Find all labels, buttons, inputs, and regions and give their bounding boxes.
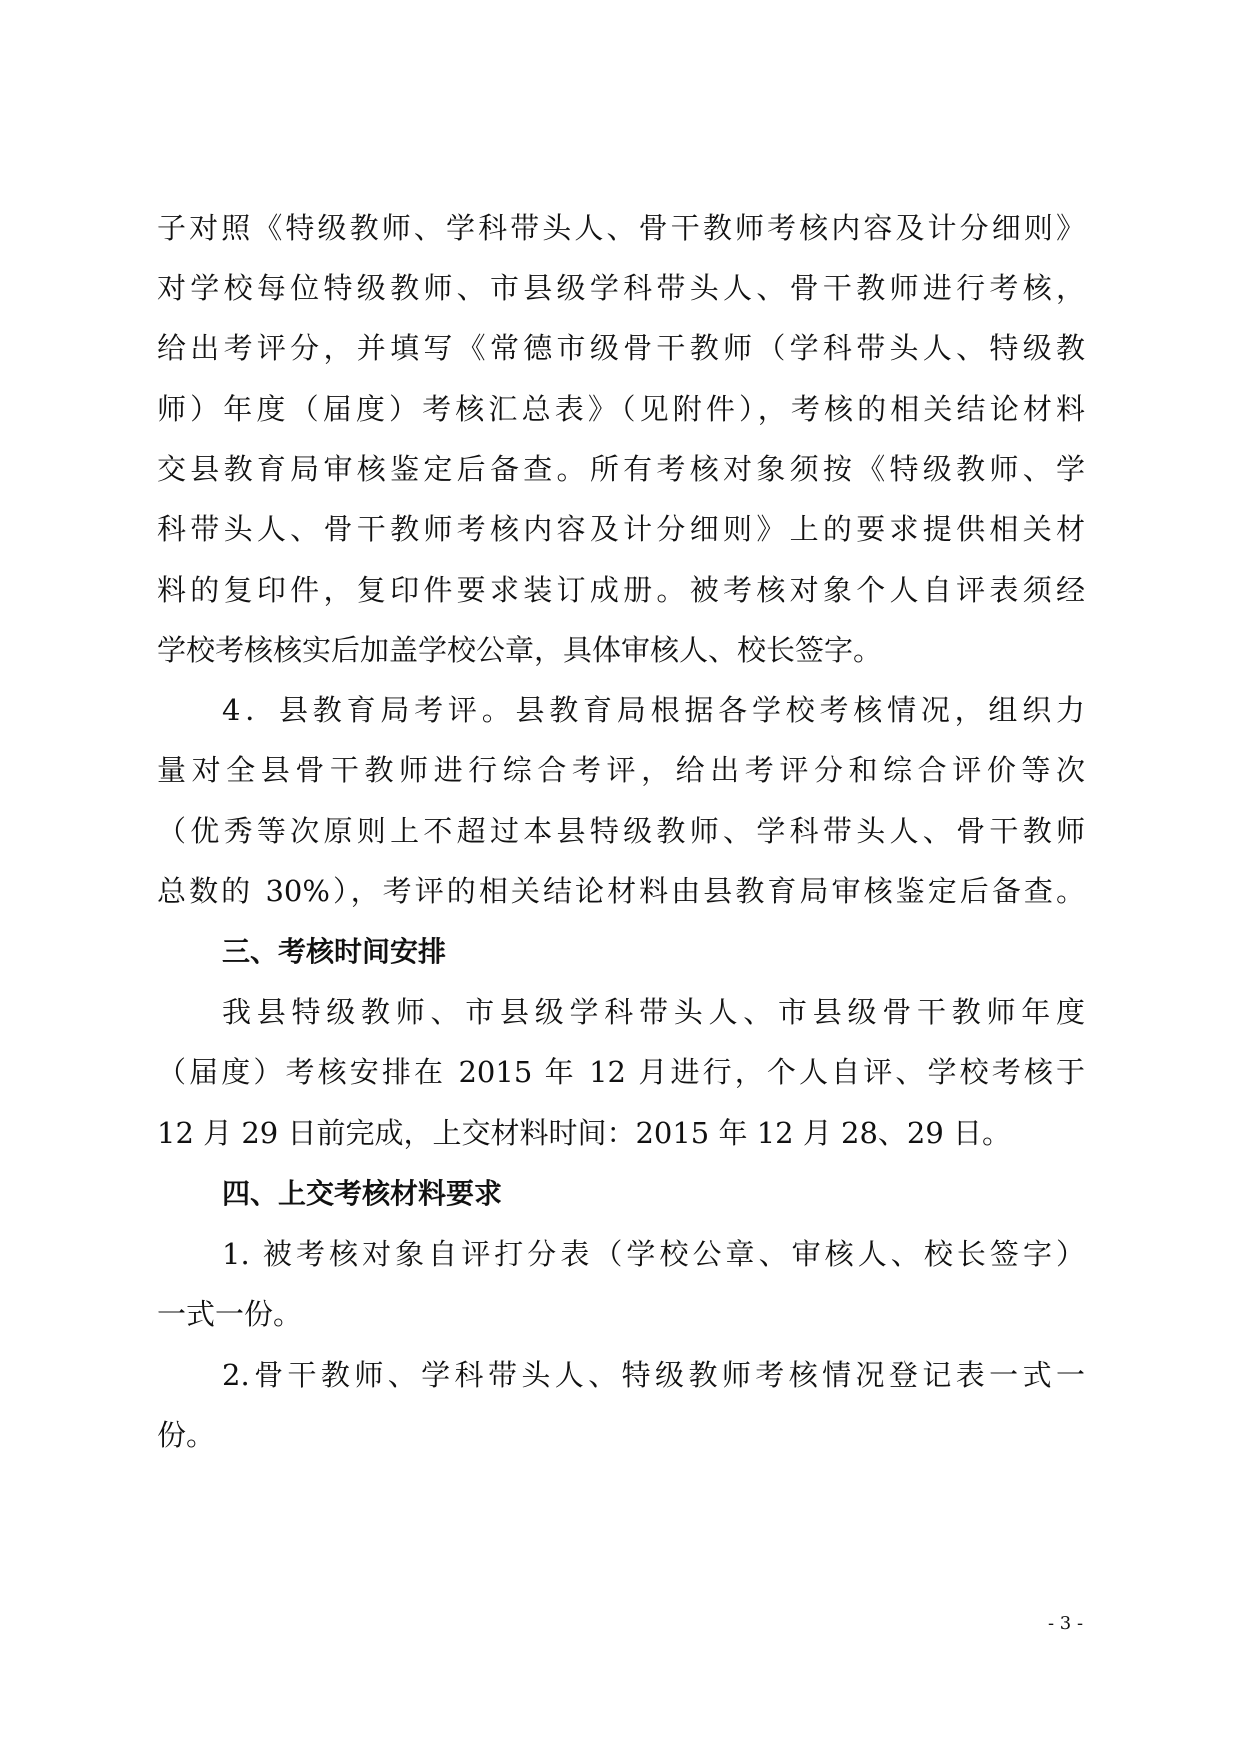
paragraph-line: 学校考核核实后加盖学校公章，具体审核人、校长签字。 bbox=[157, 633, 883, 667]
section-heading: 四、上交考核材料要求 bbox=[222, 1177, 503, 1210]
paragraph-line: （优秀等次原则上不超过本县特级教师、学科带头人、骨干教师 bbox=[157, 814, 1085, 848]
paragraph-line: 1. 被考核对象自评打分表（学校公章、审核人、校长签字） bbox=[222, 1237, 1085, 1271]
paragraph-line: 师）年度（届度）考核汇总表》（见附件），考核的相关结论材料 bbox=[157, 392, 1085, 426]
paragraph-line: 子对照《特级教师、学科带头人、骨干教师考核内容及计分细则》 bbox=[157, 211, 1085, 245]
paragraph-line: 科带头人、骨干教师考核内容及计分细则》上的要求提供相关材 bbox=[157, 512, 1085, 546]
page-number: - 3 - bbox=[1048, 1613, 1084, 1634]
paragraph-line: 4．县教育局考评。县教育局根据各学校考核情况，组织力 bbox=[222, 693, 1085, 727]
paragraph-line: 给出考评分，并填写《常德市级骨干教师（学科带头人、特级教 bbox=[157, 331, 1085, 365]
paragraph-line: （届度）考核安排在 2015 年 12 月进行，个人自评、学校考核于 bbox=[157, 1055, 1085, 1089]
paragraph-line: 12 月 29 日前完成，上交材料时间：2015 年 12 月 28、29 日。 bbox=[157, 1116, 1012, 1150]
paragraph-line: 料的复印件，复印件要求装订成册。被考核对象个人自评表须经 bbox=[157, 573, 1085, 607]
paragraph-line: 份。 bbox=[157, 1418, 216, 1452]
section-heading: 三、考核时间安排 bbox=[222, 935, 447, 968]
paragraph-line: 量对全县骨干教师进行综合考评，给出考评分和综合评价等次 bbox=[157, 753, 1085, 787]
paragraph-line: 对学校每位特级教师、市县级学科带头人、骨干教师进行考核， bbox=[157, 271, 1085, 305]
paragraph-line: 交县教育局审核鉴定后备查。所有考核对象须按《特级教师、学 bbox=[157, 452, 1085, 486]
paragraph-line: 我县特级教师、市县级学科带头人、市县级骨干教师年度 bbox=[222, 995, 1085, 1029]
paragraph-line: 总数的 30%），考评的相关结论材料由县教育局审核鉴定后备查。 bbox=[157, 874, 1085, 908]
paragraph-line: 2.骨干教师、学科带头人、特级教师考核情况登记表一式一 bbox=[222, 1358, 1085, 1392]
paragraph-line: 一式一份。 bbox=[157, 1297, 303, 1331]
